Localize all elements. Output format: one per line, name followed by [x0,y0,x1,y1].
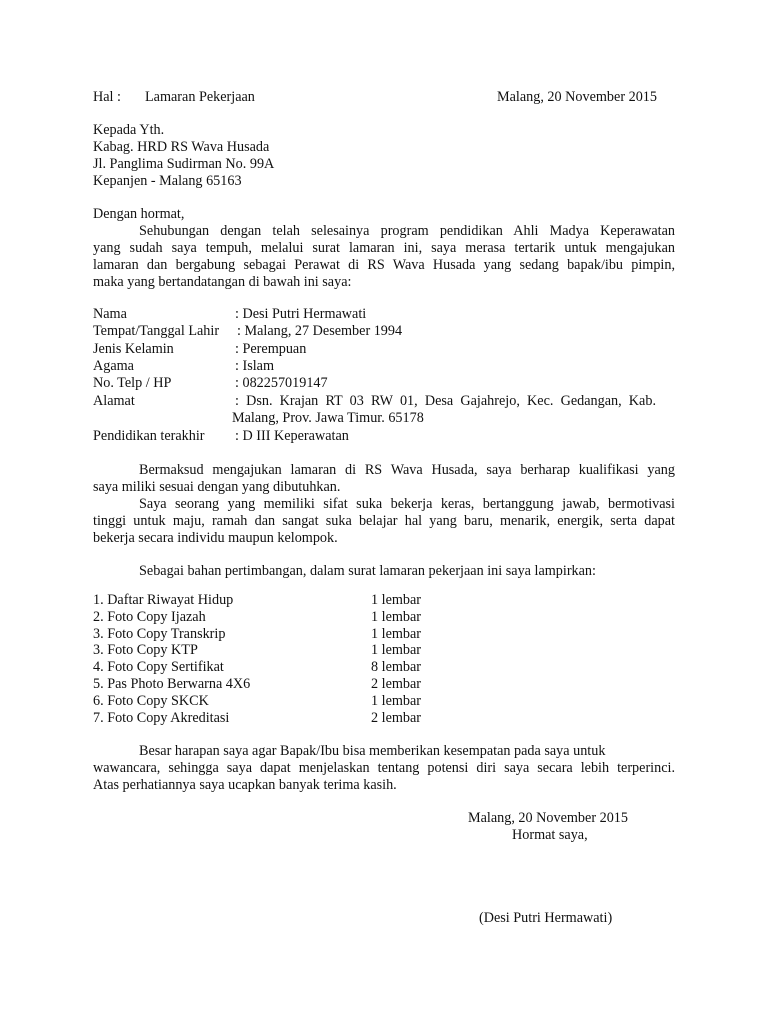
signature-place-date: Malang, 20 November 2015 [468,810,628,826]
attachment-item: 3. Foto Copy KTP [93,642,198,658]
identity-value: : Malang, 27 Desember 1994 [237,323,403,339]
recipient-line-2: Kabag. HRD RS Wava Husada [93,139,270,155]
attachment-qty: 2 lembar [371,676,422,692]
intro-line-1: Sehubungan dengan telah selesainya program pendidikan Ahli Madya Keperawatan [139,223,675,239]
attachment-item: 1. Daftar Riwayat Hidup [93,592,234,608]
body2-line-2: tinggi untuk maju, ramah dan sangat suka belajar hal yang baru, menarik, energik, serta dapat [93,513,675,529]
identity-value: : D III Keperawatan [235,428,349,444]
attachments-intro: Sebagai bahan pertimbangan, dalam surat lamaran pekerjaan ini saya lampirkan: [139,563,596,579]
subject-label: Hal : [93,89,121,105]
attachment-qty: 8 lembar [371,659,422,675]
identity-value: : Dsn. Krajan RT 03 RW 01, Desa Gajahrejo, Kec. Gedangan, Kab. [235,393,656,409]
recipient-line-3: Jl. Panglima Sudirman No. 99A [93,156,275,172]
subject-text: Lamaran Pekerjaan [145,89,255,105]
body1-line-1: Bermaksud mengajukan lamaran di RS Wava Husada, saya berharap kualifikasi yang [139,462,675,478]
body1-line-2: saya miliki sesuai dengan yang dibutuhkan. [93,479,341,495]
attachment-qty: 1 lembar [371,592,422,608]
identity-value: : Perempuan [235,341,307,357]
identity-value: : Desi Putri Hermawati [235,306,367,322]
identity-label: Agama [93,358,134,374]
recipient-line-4: Kepanjen - Malang 65163 [93,173,242,189]
attachment-item: 6. Foto Copy SKCK [93,693,209,709]
intro-line-3: lamaran dan bergabung sebagai Perawat di RS Wava Husada yang sedang bapak/ibu pimpin, [93,257,675,273]
intro-line-2: yang sudah saya tempuh, melalui surat lamaran ini, saya merasa tertarik untuk mengajukan [93,240,675,256]
attachment-qty: 1 lembar [371,693,422,709]
attachment-item: 2. Foto Copy Ijazah [93,609,206,625]
attachment-item: 5. Pas Photo Berwarna 4X6 [93,676,251,692]
recipient-line-1: Kepada Yth. [93,122,165,138]
identity-value: : 082257019147 [235,375,328,391]
identity-label: Tempat/Tanggal Lahir [93,323,220,339]
attachment-item: 4. Foto Copy Sertifikat [93,659,224,675]
identity-label: Jenis Kelamin [93,341,174,357]
identity-value: Malang, Prov. Jawa Timur. 65178 [232,410,424,426]
closing-line-2: wawancara, sehingga saya dapat menjelaskan tentang potensi diri saya secara lebih terperinci. [93,760,675,776]
attachment-qty: 2 lembar [371,710,422,726]
identity-label: Pendidikan terakhir [93,428,205,444]
closing-line-1: Besar harapan saya agar Bapak/Ibu bisa memberikan kesempatan pada saya untuk [139,743,606,759]
signature-name: (Desi Putri Hermawati) [479,910,613,926]
header-place-date: Malang, 20 November 2015 [497,89,657,105]
closing-line-3: Atas perhatiannya saya ucapkan banyak terima kasih. [93,777,397,793]
attachment-qty: 1 lembar [371,626,422,642]
body2-line-3: bekerja secara individu maupun kelompok. [93,530,338,546]
attachment-qty: 1 lembar [371,642,422,658]
greeting: Dengan hormat, [93,206,185,222]
identity-label: Nama [93,306,127,322]
intro-line-4: maka yang bertandatangan di bawah ini saya: [93,274,352,290]
identity-label: Alamat [93,393,135,409]
identity-value: : Islam [235,358,275,374]
attachment-item: 7. Foto Copy Akreditasi [93,710,230,726]
attachment-qty: 1 lembar [371,609,422,625]
identity-label: No. Telp / HP [93,375,172,391]
body2-line-1: Saya seorang yang memiliki sifat suka bekerja keras, bertanggung jawab, bermotivasi [139,496,675,512]
signature-salutation: Hormat saya, [512,827,588,843]
attachment-item: 3. Foto Copy Transkrip [93,626,226,642]
